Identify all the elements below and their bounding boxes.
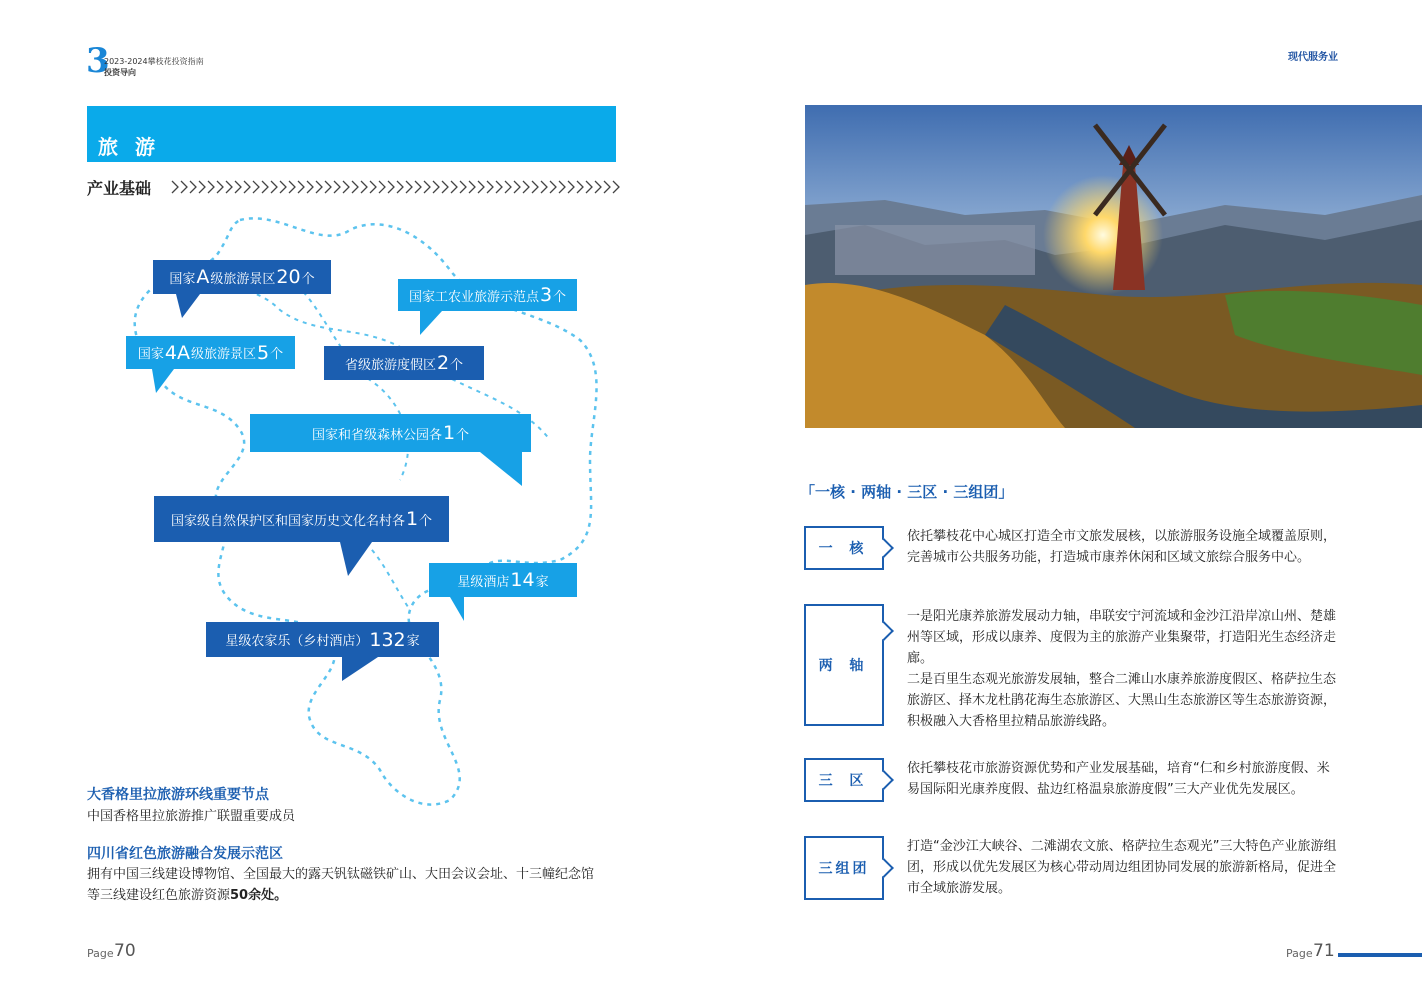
callout-number: 1 [442, 422, 456, 444]
callout-number: 4A [164, 341, 190, 364]
desc-three-clusters: 打造“金沙江大峡谷、二滩湖农文旅、格萨拉生态观光”三大特色产业旅游组团，形成以优先发展区为核心带动周边组团协同发展的旅游新格局，促进全市全域旅游发展。 [907, 839, 1337, 896]
callout-text: 国家 [169, 271, 196, 287]
chevron-divider [170, 178, 620, 196]
callout-number: 3 [539, 284, 553, 306]
chevron-glyph [442, 181, 448, 193]
chevron-glyph [478, 181, 484, 193]
chevron-glyph [559, 181, 565, 193]
chevron-glyph [523, 181, 529, 193]
label-text: 三组团 [818, 861, 870, 877]
callout-number: 5 [257, 341, 270, 364]
chevron-glyph [388, 181, 394, 193]
chevron-glyph [595, 181, 601, 193]
guide-subtitle: 投资导向 [104, 68, 136, 77]
chevron-glyph [208, 181, 214, 193]
chevron-glyph [190, 181, 196, 193]
chevron-glyph [469, 181, 475, 193]
callout-text: 省级旅游度假区 [344, 357, 436, 373]
callout-text: 国家 [137, 347, 164, 362]
label-box-core [804, 526, 884, 570]
callout-forest-parks [250, 414, 531, 452]
page-label-right: Page [1286, 947, 1313, 960]
arrow-nib-icon [874, 858, 894, 878]
label-text: 两 轴 [818, 658, 870, 674]
chevron-glyph [181, 181, 187, 193]
chevron-glyph [172, 181, 178, 193]
chevron-glyph [586, 181, 592, 193]
red-tourism-text [87, 864, 627, 906]
chevron-glyph [424, 181, 430, 193]
chevron-glyph [406, 181, 412, 193]
chevron-glyph [334, 181, 340, 193]
shangri-la-text: 中国香格里拉旅游推广联盟重要成员 [87, 809, 296, 824]
callout-text: 国家级自然保护区和国家历史文化名村各 [170, 513, 405, 529]
desc-paragraph: 一是阳光康养旅游发展动力轴，串联安宁河流域和金沙江沿岸凉山州、楚雄州等区域，形成以康养、度假为主的旅游产业集聚带，打造阳光生态经济走廊。 [907, 609, 1337, 666]
page-number-right: 71 [1313, 941, 1335, 961]
callout-text: 个 [456, 427, 470, 443]
chevron-glyph [280, 181, 286, 193]
callout-farm-stays [206, 622, 439, 657]
chevron-glyph [271, 181, 277, 193]
callout-tail [340, 542, 372, 576]
desc-core: 依托攀枝花中心城区打造全市文旅发展核，以旅游服务设施全域覆盖原则，完善城市公共服务功能，打造城市康养休闲和区域文旅综合服务中心。 [907, 529, 1337, 565]
desc-two-axes [907, 606, 1337, 732]
red-tourism-count: 50余处。 [230, 888, 288, 903]
chevron-glyph [550, 181, 556, 193]
label-text: 一 核 [818, 541, 870, 557]
chevron-glyph [289, 181, 295, 193]
chevron-glyph [352, 181, 358, 193]
arrow-nib-icon [874, 770, 894, 790]
chapter-label: 现代服务业 [1288, 52, 1338, 63]
shangri-la-heading: 大香格里拉旅游环线重要节点 [87, 787, 269, 803]
callout-tail [342, 657, 378, 681]
callout-text: 国家和省级森林公园各 [311, 427, 442, 443]
chevron-glyph [487, 181, 493, 193]
chevron-glyph [298, 181, 304, 193]
chevron-glyph [307, 181, 313, 193]
callout-text: 家 [406, 634, 420, 649]
callout-number: 1 [405, 508, 419, 530]
label-box-two-axes [804, 604, 884, 726]
chevron-glyph [415, 181, 421, 193]
chevron-glyph [325, 181, 331, 193]
callout-text: 个 [450, 357, 464, 373]
callout-4a-scenic [126, 336, 295, 369]
chevron-glyph [577, 181, 583, 193]
desc-three-zones: 依托攀枝花市旅游资源优势和产业发展基础，培育“仁和乡村旅游度假、米易国际阳光康养度假、盐边红格温泉旅游度假”三大产业优先发展区。 [907, 761, 1330, 797]
callout-text: 个 [419, 513, 433, 529]
chevron-glyph [496, 181, 502, 193]
chevron-glyph [451, 181, 457, 193]
callout-text: 级旅游景区 [190, 347, 256, 362]
chevron-glyph [532, 181, 538, 193]
callout-text: 级旅游景区 [210, 271, 276, 287]
callout-number: 14 [510, 569, 535, 591]
chevron-glyph [379, 181, 385, 193]
chevron-glyph [253, 181, 259, 193]
red-tourism-line: 拥有中国三线建设博物馆、全国最大的露天钒钛磁铁矿山、大田会议会址、十三幢纪念馆 [87, 867, 595, 882]
chevron-glyph [343, 181, 349, 193]
callout-tail [480, 452, 522, 486]
chevron-glyph [370, 181, 376, 193]
arrow-nib-icon [874, 621, 894, 641]
red-tourism-line: 等三线建设红色旅游资源 [87, 888, 231, 903]
callout-number: 132 [369, 628, 406, 651]
chevron-glyph [262, 181, 268, 193]
label-text: 三 区 [818, 773, 870, 789]
section-title: 旅 游 [98, 135, 160, 159]
callout-text: 星级农家乐（乡村酒店） [225, 634, 369, 649]
callout-provincial-resort [324, 346, 484, 380]
arrow-nib-icon [874, 538, 894, 558]
page-label-left: Page [87, 947, 114, 960]
chevron-glyph [226, 181, 232, 193]
callout-text: 国家工农业旅游示范点 [408, 289, 539, 305]
callout-text: 个 [301, 271, 315, 287]
page-rule [1338, 953, 1422, 957]
label-box-three-zones [804, 758, 884, 802]
chevron-glyph [505, 181, 511, 193]
callout-text: 个 [270, 347, 284, 362]
callout-tail [420, 311, 442, 335]
chevron-glyph [514, 181, 520, 193]
callout-nature-reserve [154, 496, 449, 542]
chevron-glyph [199, 181, 205, 193]
chevron-glyph [604, 181, 610, 193]
callout-number: 2 [436, 352, 450, 374]
callout-tail [152, 369, 174, 393]
layout-heading: 「一核 · 两轴 · 三区 · 三组团」 [800, 483, 1014, 501]
label-box-three-clusters [804, 836, 884, 900]
callout-tail [176, 294, 200, 318]
callout-text: 个 [553, 289, 567, 305]
chevron-glyph [397, 181, 403, 193]
chevron-glyph [433, 181, 439, 193]
sub-heading: 产业基础 [87, 179, 152, 198]
chevron-glyph [361, 181, 367, 193]
chevron-glyph [541, 181, 547, 193]
callout-tail [450, 597, 464, 621]
red-tourism-heading: 四川省红色旅游融合发展示范区 [87, 846, 283, 862]
callout-number: A [196, 266, 210, 288]
chevron-glyph [217, 181, 223, 193]
brand-logo: 3 [86, 41, 110, 81]
desc-paragraph: 二是百里生态观光旅游发展轴，整合二滩山水康养旅游度假区、格萨拉生态旅游区、择木龙杜鹃花海生态旅游区、大黑山生态旅游区等生态旅游资源，积极融入大香格里拉精品旅游线路。 [907, 672, 1337, 729]
chevron-glyph [613, 181, 619, 193]
callout-a-level-scenic [153, 260, 331, 294]
section-title-bar [87, 106, 616, 162]
chevron-glyph [235, 181, 241, 193]
callout-agri-tourism-demo [398, 279, 577, 311]
chevron-glyph [316, 181, 322, 193]
callout-star-hotels [429, 563, 577, 597]
chevron-glyph [568, 181, 574, 193]
windmill-sunset-photo [805, 105, 1422, 428]
guide-title: 2023-2024攀枝花投资指南 [104, 57, 204, 66]
chevron-glyph [460, 181, 466, 193]
callout-text: 家 [535, 574, 549, 590]
callout-text: 星级酒店 [457, 574, 510, 590]
chevron-glyph [244, 181, 250, 193]
callout-number: 20 [276, 266, 301, 288]
page-number-left: 70 [114, 941, 136, 961]
